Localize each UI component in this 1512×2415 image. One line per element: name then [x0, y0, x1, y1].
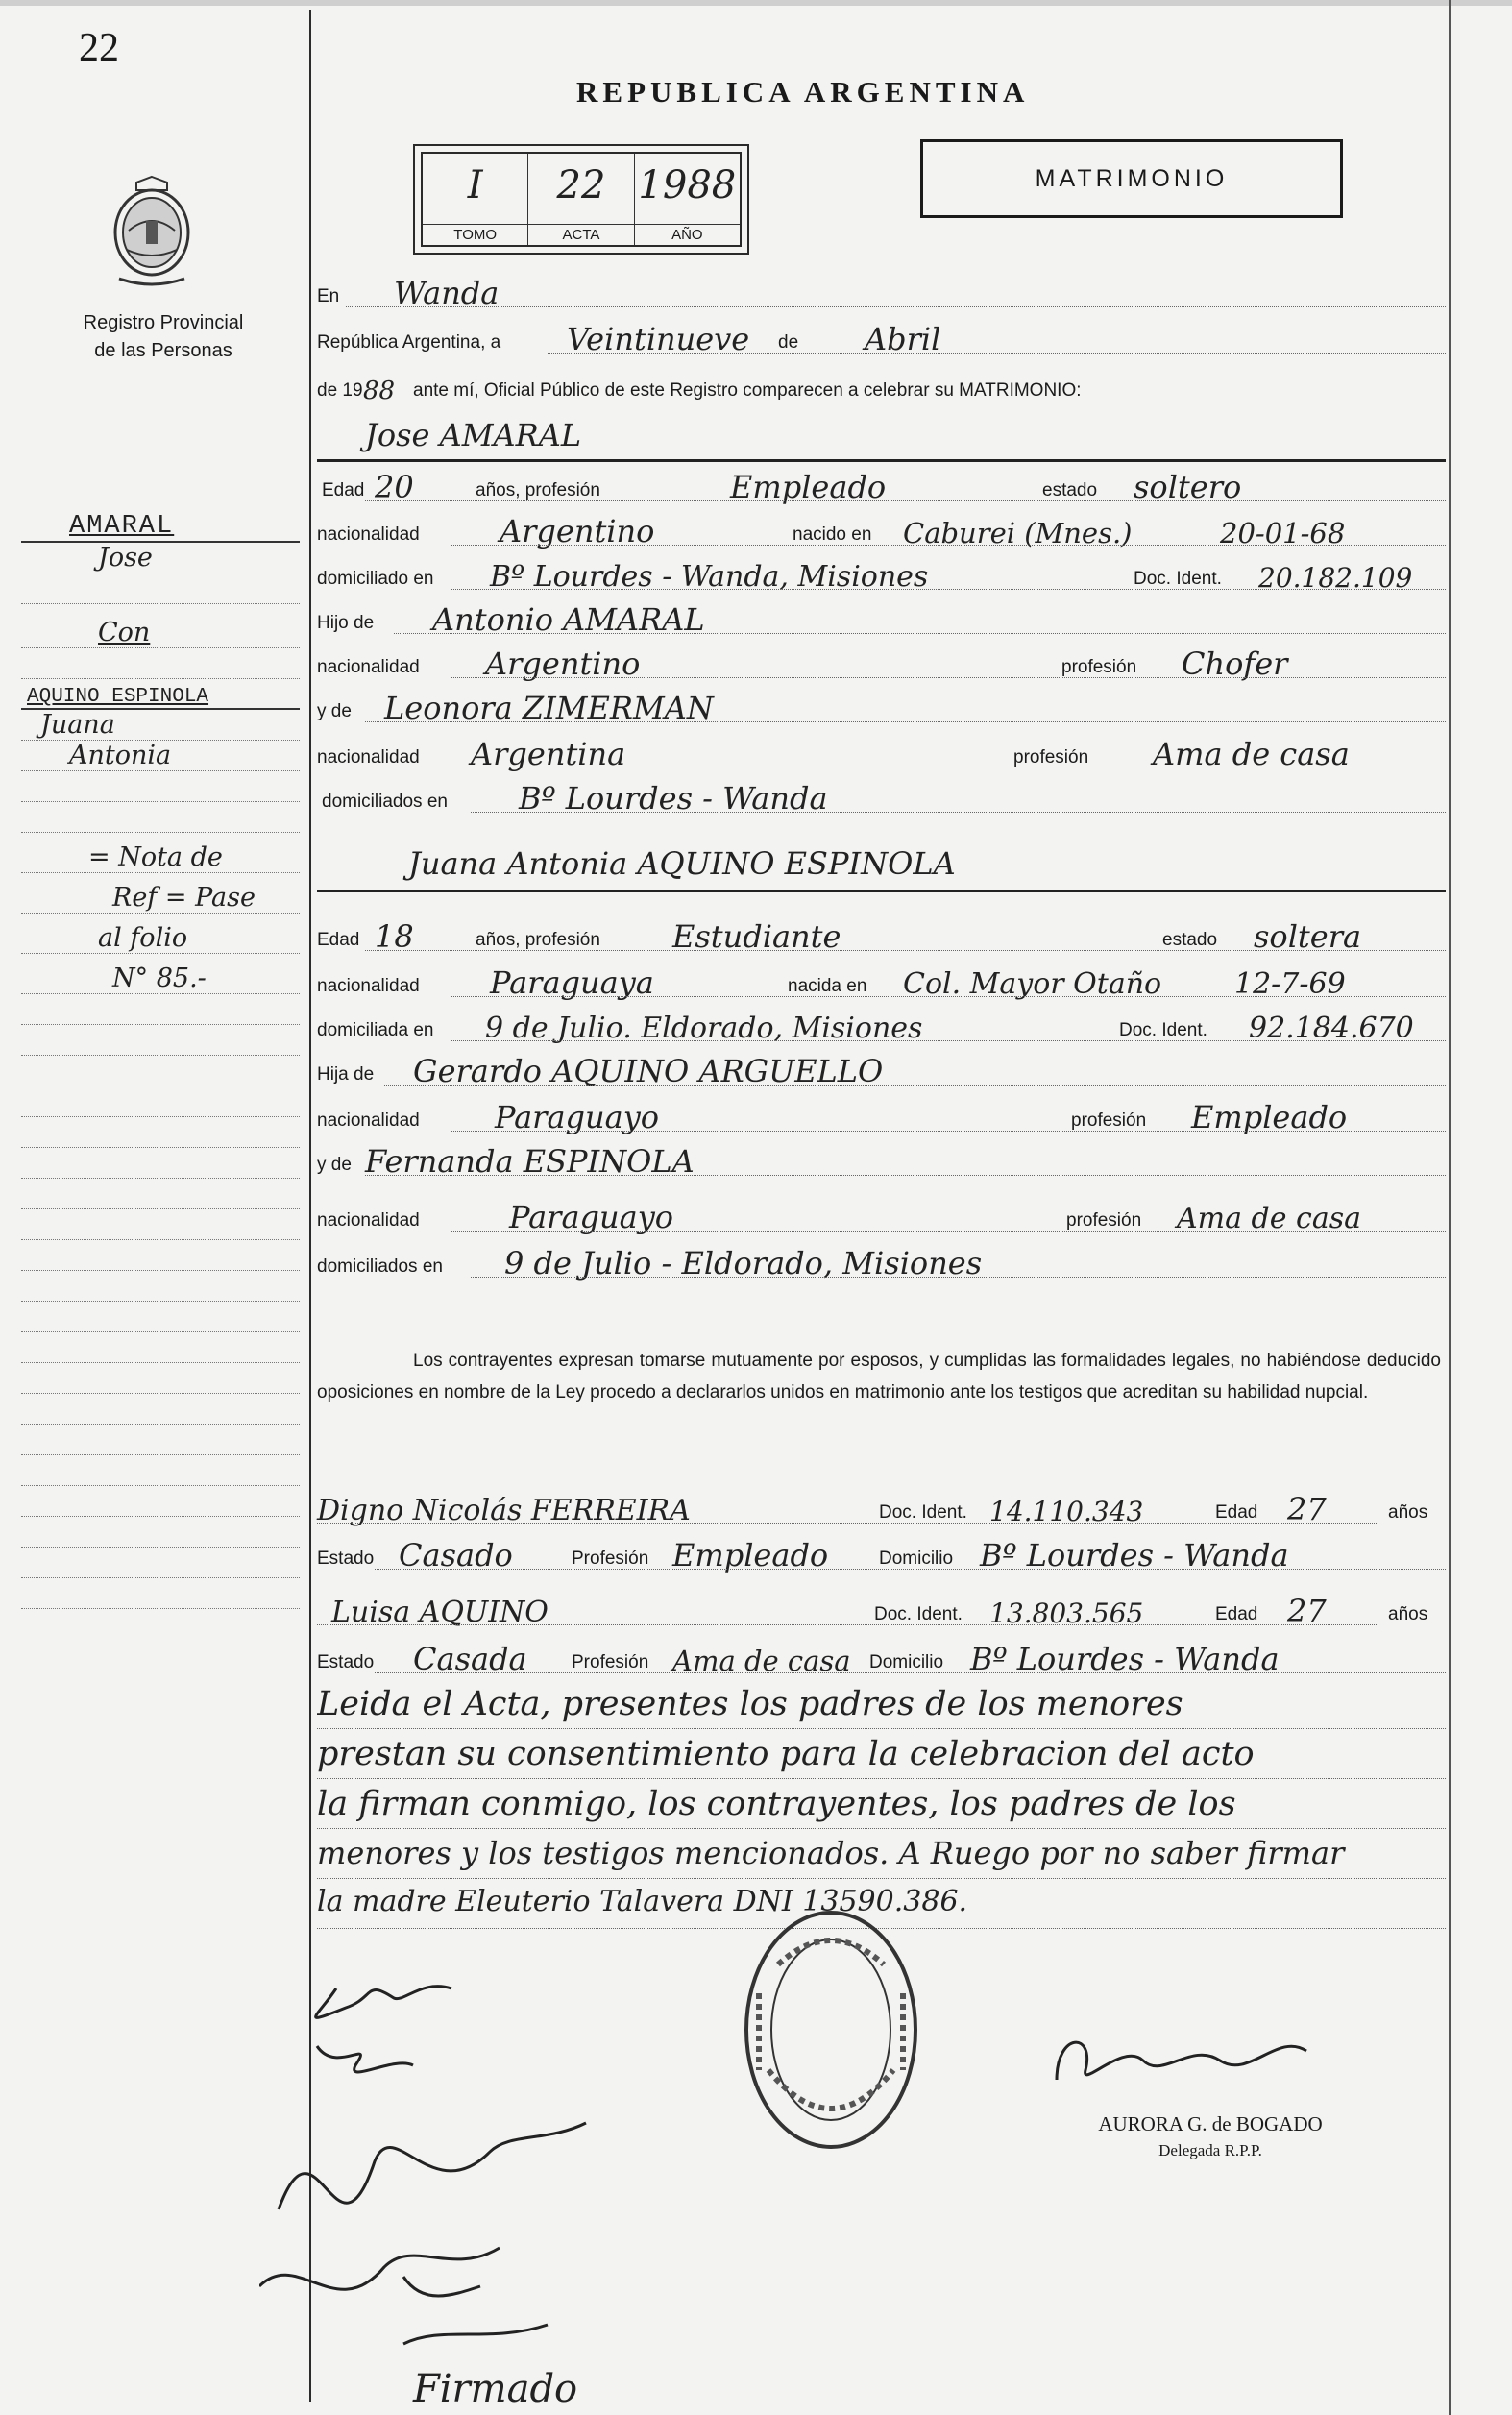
margin-spouse-given-2: Antonia — [69, 741, 172, 770]
profesion-label: profesión — [1066, 1210, 1142, 1231]
witness1-age: 27 — [1287, 1491, 1327, 1527]
declaration-text: Los contrayentes expresan tomarse mutuamente por esposos, y cumplidas las formalidades legales, no habiéndose deducido oposiciones en nombre de la Ley procedo a declararlos unidos en matrimonio ante los testigos que acreditan su habilidad nupcial. — [317, 1351, 1441, 1403]
declaration-paragraph — [317, 1345, 1441, 1408]
groom-father-nac-line — [317, 642, 1446, 686]
hijo-label: Hijo de — [317, 613, 375, 633]
groom-mother-line — [317, 686, 1446, 730]
profesion-label: profesión — [1013, 747, 1089, 768]
estado-label: Estado — [317, 1549, 375, 1569]
republica-label: República Argentina, a — [317, 332, 501, 353]
anos-label: años — [1388, 1502, 1428, 1523]
witness2-profession: Ama de casa — [672, 1645, 851, 1677]
margin-note-4: N° 85.- — [112, 964, 207, 993]
bride-profession: Estudiante — [672, 918, 841, 955]
groom-father-nationality: Argentino — [485, 646, 641, 682]
nacionalidad-label: nacionalidad — [317, 1210, 420, 1231]
page-top-edge — [0, 0, 1512, 6]
bride-mother-nac-line — [317, 1195, 1446, 1239]
domicilio-label: Domicilio — [879, 1549, 954, 1569]
groom-father: Antonio AMARAL — [432, 601, 705, 638]
groom-doc: 20.182.109 — [1258, 562, 1413, 594]
bride-mother-profession: Ama de casa — [1177, 1202, 1361, 1235]
acta-label: ACTA — [528, 224, 633, 243]
groom-profession: Empleado — [730, 469, 887, 505]
doc-label: Doc. Ident. — [874, 1604, 963, 1624]
domiciliados-label: domiciliados en — [317, 1256, 443, 1277]
note-line-5: la madre Eleuterio Talavera DNI 13590.386. — [317, 1885, 1446, 1929]
nacido-label: nacido en — [793, 524, 872, 545]
edad-label: Edad — [317, 930, 360, 950]
edad-label: Edad — [1215, 1502, 1258, 1523]
groom-age: 20 — [375, 469, 414, 505]
groom-dom-line — [317, 553, 1446, 598]
groom-name-line — [317, 413, 1446, 457]
nacida-label: nacida en — [788, 976, 867, 996]
groom-nac-line — [317, 509, 1446, 553]
bride-father-line — [317, 1049, 1446, 1093]
groom-rule — [317, 459, 1446, 462]
margin-note-3: al folio — [98, 923, 188, 953]
tomo-value: I — [467, 163, 483, 207]
witness1-profession: Empleado — [672, 1537, 829, 1573]
doc-label: Doc. Ident. — [1119, 1020, 1207, 1040]
doc-label: Doc. Ident. — [1134, 569, 1222, 589]
year-suffix: 88 — [363, 377, 396, 405]
official-title: Delegada R.P.P. — [1158, 2141, 1262, 2159]
margin-note-2: Ref = Pase — [112, 883, 256, 913]
witness2-estado-line — [317, 1637, 1446, 1681]
ano-label: AÑO — [635, 224, 740, 243]
bride-parents-address: 9 de Julio - Eldorado, Misiones — [504, 1245, 983, 1281]
margin-spouse-surname: AQUINO ESPINOLA — [27, 686, 209, 708]
groom-status: soltero — [1134, 469, 1242, 505]
groom-father-line — [317, 598, 1446, 642]
anos-label: años — [1388, 1604, 1428, 1624]
witness1-doc: 14.110.343 — [989, 1496, 1144, 1527]
place-value: Wanda — [394, 275, 500, 311]
witness1-name: Digno Nicolás FERREIRA — [317, 1494, 691, 1527]
nacionalidad-label: nacionalidad — [317, 976, 420, 996]
witness2-name-line — [317, 1589, 1446, 1633]
day-value: Veintinueve — [567, 321, 750, 357]
profesion-label: profesión — [1071, 1110, 1147, 1131]
estado-label: Estado — [317, 1652, 375, 1672]
groom-nationality: Argentino — [500, 513, 655, 549]
bride-edad-line — [317, 915, 1446, 959]
de-label: de — [778, 332, 799, 353]
note-line-3: la firman conmigo, los contrayentes, los padres de los — [317, 1785, 1446, 1829]
document-title: REPUBLICA ARGENTINA — [576, 75, 1030, 109]
right-edge-line — [1449, 0, 1451, 2415]
domiciliada-label: domiciliada en — [317, 1020, 434, 1040]
bride-father-nationality: Paraguayo — [495, 1099, 660, 1135]
bride-father-profession: Empleado — [1191, 1099, 1348, 1135]
margin-given-name: Jose — [98, 543, 153, 573]
bride-age: 18 — [375, 918, 414, 955]
groom-address: Bº Lourdes - Wanda, Misiones — [490, 560, 929, 594]
edad-label: Edad — [1215, 1604, 1258, 1624]
profesion-label: Profesión — [572, 1652, 649, 1672]
estado-label: estado — [1042, 480, 1098, 500]
firmado-text: Firmado — [413, 2367, 578, 2411]
domiciliados-label: domiciliados en — [322, 792, 448, 812]
groom-parents-address: Bº Lourdes - Wanda — [519, 780, 828, 817]
month-value: Abril — [865, 321, 941, 357]
en-label: En — [317, 286, 340, 306]
nacionalidad-label: nacionalidad — [317, 747, 420, 768]
provincial-seal-icon — [110, 173, 194, 288]
groom-edad-line — [317, 465, 1446, 509]
groom-birthdate: 20-01-68 — [1220, 517, 1346, 549]
witness1-name-line — [317, 1487, 1446, 1531]
bride-nac-line — [317, 961, 1446, 1005]
witness2-address: Bº Lourdes - Wanda — [970, 1641, 1280, 1677]
bride-mother-line — [317, 1139, 1446, 1183]
de19-label: de 19 — [317, 380, 363, 401]
witness2-status: Casada — [413, 1641, 527, 1677]
profesion-label: Profesión — [572, 1549, 649, 1569]
act-type-box: MATRIMONIO — [920, 139, 1343, 218]
page-number: 22 — [79, 26, 119, 70]
tomo-acta-ano-box — [413, 144, 749, 255]
registry-line-1: Registro Provincial — [83, 312, 244, 333]
bride-status: soltera — [1254, 918, 1362, 955]
bride-birthplace: Col. Mayor Otaño — [903, 967, 1162, 1001]
profesion-label: profesión — [1061, 657, 1137, 677]
note-line-1: Leida el Acta, presentes los padres de los menores — [317, 1685, 1446, 1729]
margin-con: Con — [98, 618, 151, 647]
nacionalidad-label: nacionalidad — [317, 524, 420, 545]
bride-parents-dom-line — [317, 1241, 1446, 1285]
signatures-scribble — [259, 1960, 759, 2411]
margin-surname: AMARAL — [69, 512, 175, 541]
groom-mother: Leonora ZIMERMAN — [384, 690, 714, 726]
margin-spouse-given-1: Juana — [40, 710, 115, 740]
witness2-name: Luisa AQUINO — [331, 1596, 549, 1629]
groom-mother-nac-line — [317, 732, 1446, 776]
note-line-2: prestan su consentimiento para la celebracion del acto — [317, 1735, 1446, 1779]
nacionalidad-label: nacionalidad — [317, 1110, 420, 1131]
bride-doc: 92.184.670 — [1249, 1012, 1414, 1045]
bride-address: 9 de Julio. Eldorado, Misiones — [485, 1012, 923, 1045]
estado-label: estado — [1162, 930, 1218, 950]
nacionalidad-label: nacionalidad — [317, 657, 420, 677]
witness1-estado-line — [317, 1533, 1446, 1577]
line-year — [317, 365, 1446, 409]
domicilio-label: Domicilio — [869, 1652, 944, 1672]
groom-parents-dom-line — [317, 776, 1446, 820]
hija-label: Hija de — [317, 1064, 375, 1085]
bride-mother-nationality: Paraguayo — [509, 1199, 674, 1235]
bride-nationality: Paraguaya — [490, 964, 654, 1001]
profesion-label: años, profesión — [476, 480, 600, 500]
groom-birthplace: Caburei (Mnes.) — [903, 517, 1133, 549]
registry-name — [38, 309, 288, 365]
groom-name: Jose AMARAL — [365, 417, 582, 453]
domiciliado-label: domiciliado en — [317, 569, 434, 589]
witness2-age: 27 — [1287, 1593, 1327, 1629]
doc-label: Doc. Ident. — [879, 1502, 967, 1523]
acta-value: 22 — [556, 163, 606, 207]
margin-notes — [21, 514, 300, 1611]
note-line-4: menores y los testigos mencionados. A Ruego por no saber firmar — [317, 1835, 1446, 1879]
bride-name: Juana Antonia AQUINO ESPINOLA — [408, 845, 956, 882]
margin-note-1: = Nota de — [88, 842, 223, 872]
bride-father-nac-line — [317, 1095, 1446, 1139]
delegate-signature-scribble — [1037, 2022, 1364, 2099]
yde-label: y de — [317, 701, 352, 721]
bride-dom-line — [317, 1005, 1446, 1049]
witness1-address: Bº Lourdes - Wanda — [980, 1537, 1289, 1573]
groom-mother-nationality: Argentina — [471, 736, 626, 772]
groom-mother-profession: Ama de casa — [1153, 736, 1350, 772]
bride-mother: Fernanda ESPINOLA — [365, 1143, 695, 1180]
oficial-text: ante mí, Oficial Público de este Registro comparecen a celebrar su MATRIMONIO: — [413, 380, 1082, 401]
witness2-doc: 13.803.565 — [989, 1598, 1144, 1629]
line-place — [317, 271, 1446, 315]
yde-label: y de — [317, 1155, 352, 1175]
official-block — [1047, 2111, 1374, 2163]
groom-father-profession: Chofer — [1182, 646, 1288, 682]
bride-father: Gerardo AQUINO ARGUELLO — [413, 1053, 884, 1089]
official-name: AURORA G. de BOGADO — [1098, 2112, 1323, 2135]
registry-line-2: de las Personas — [94, 340, 232, 361]
edad-label: Edad — [322, 480, 365, 500]
official-stamp-icon — [740, 1907, 922, 2152]
ano-value: 1988 — [638, 163, 737, 207]
bride-birthdate: 12-7-69 — [1234, 967, 1346, 1001]
bride-name-line — [317, 842, 1446, 886]
profesion-label: años, profesión — [476, 930, 600, 950]
witness1-status: Casado — [399, 1537, 513, 1573]
tomo-label: TOMO — [423, 224, 527, 243]
line-date — [317, 317, 1446, 361]
bride-rule — [317, 890, 1446, 892]
